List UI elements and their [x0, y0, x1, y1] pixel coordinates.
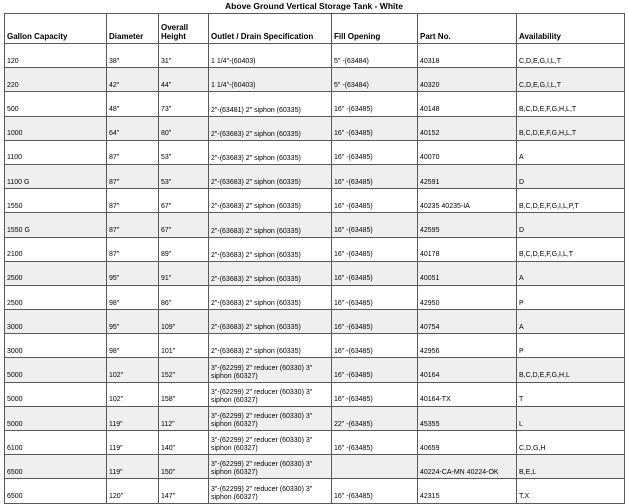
- table-row: [5, 68, 625, 92]
- cell-availability: B,C,D,E,F,G,H,L,T: [517, 92, 625, 116]
- cell-fill-opening: 16" -(63485): [332, 358, 418, 382]
- table-row: [5, 213, 625, 237]
- table-row: [5, 455, 625, 479]
- cell-availability: B,C,D,E,F,G,H,L,T: [517, 116, 625, 140]
- cell-outlet-drain: 2"-(63683) 2" siphon (60335): [209, 261, 332, 285]
- cell-part-no: 42315: [418, 479, 517, 503]
- cell-overall-height: 140": [159, 431, 209, 455]
- cell-availability: B,C,D,E,F,G,H,L: [517, 358, 625, 382]
- cell-gallon-capacity: 6500: [5, 479, 107, 503]
- cell-diameter: 95": [107, 310, 159, 334]
- cell-part-no: 45355: [418, 406, 517, 430]
- cell-fill-opening: 16" -(63485): [332, 382, 418, 406]
- cell-outlet-drain: 3"-(62299) 2" reducer (60330) 3" siphon (60327): [209, 455, 332, 479]
- cell-outlet-drain: 3"-(62299) 2" reducer (60330) 3" siphon (60327): [209, 479, 332, 503]
- cell-diameter: 98": [107, 334, 159, 358]
- cell-gallon-capacity: 1100: [5, 140, 107, 164]
- header-outlet-drain: Outlet / Drain Specification: [209, 14, 332, 44]
- cell-overall-height: 147": [159, 479, 209, 503]
- cell-overall-height: 112": [159, 406, 209, 430]
- header-gallon-capacity: Gallon Capacity: [5, 14, 107, 44]
- cell-overall-height: 73": [159, 92, 209, 116]
- table-row: [5, 310, 625, 334]
- table-row: [5, 44, 625, 68]
- cell-availability: C,D,E,G,I,L,T: [517, 44, 625, 68]
- table-row: [5, 479, 625, 503]
- cell-diameter: 42": [107, 68, 159, 92]
- cell-outlet-drain: 3"-(62299) 2" reducer (60330) 3" siphon (60327): [209, 382, 332, 406]
- cell-overall-height: 89": [159, 237, 209, 261]
- header-part-no: Part No.: [418, 14, 517, 44]
- cell-diameter: 87": [107, 164, 159, 188]
- cell-overall-height: 86": [159, 285, 209, 309]
- cell-part-no: 40318: [418, 44, 517, 68]
- header-availability: Availability: [517, 14, 625, 44]
- cell-outlet-drain: 2"-(63683) 2" siphon (60335): [209, 213, 332, 237]
- cell-fill-opening: 16" -(63485): [332, 285, 418, 309]
- cell-overall-height: 158": [159, 382, 209, 406]
- cell-fill-opening: 16" -(63485): [332, 310, 418, 334]
- table-row: [5, 189, 625, 213]
- table-row: [5, 334, 625, 358]
- cell-overall-height: 101": [159, 334, 209, 358]
- cell-diameter: 87": [107, 213, 159, 237]
- cell-outlet-drain: 2"-(63481) 2" siphon (60335): [209, 92, 332, 116]
- cell-part-no: 40235 40235-IA: [418, 189, 517, 213]
- cell-fill-opening: 16" -(63485): [332, 164, 418, 188]
- cell-diameter: 102": [107, 358, 159, 382]
- cell-gallon-capacity: 2500: [5, 285, 107, 309]
- cell-outlet-drain: 2"-(63683) 2" siphon (60335): [209, 116, 332, 140]
- cell-part-no: 40051: [418, 261, 517, 285]
- cell-gallon-capacity: 3000: [5, 310, 107, 334]
- cell-overall-height: 150": [159, 455, 209, 479]
- cell-outlet-drain: 2"-(63683) 2" siphon (60335): [209, 334, 332, 358]
- cell-part-no: 42950: [418, 285, 517, 309]
- cell-overall-height: 109": [159, 310, 209, 334]
- cell-gallon-capacity: 2100: [5, 237, 107, 261]
- table-header-row: [5, 14, 625, 44]
- cell-outlet-drain: 2"-(63683) 2" siphon (60335): [209, 189, 332, 213]
- cell-diameter: 87": [107, 140, 159, 164]
- cell-availability: D: [517, 164, 625, 188]
- cell-availability: T: [517, 382, 625, 406]
- cell-part-no: 40178: [418, 237, 517, 261]
- cell-overall-height: 91": [159, 261, 209, 285]
- table-row: [5, 237, 625, 261]
- table-row: [5, 261, 625, 285]
- cell-diameter: 120": [107, 479, 159, 503]
- cell-overall-height: 53": [159, 140, 209, 164]
- cell-gallon-capacity: 1100 G: [5, 164, 107, 188]
- table-row: [5, 285, 625, 309]
- cell-overall-height: 152": [159, 358, 209, 382]
- cell-fill-opening: 16" -(63485): [332, 140, 418, 164]
- cell-outlet-drain: 3"-(62299) 2" reducer (60330) 3" siphon (60327): [209, 431, 332, 455]
- cell-diameter: 64": [107, 116, 159, 140]
- cell-availability: C,D,E,G,I,L,T: [517, 68, 625, 92]
- cell-availability: A: [517, 261, 625, 285]
- cell-fill-opening: 16" -(63485): [332, 261, 418, 285]
- header-overall-height: Overall Height: [159, 14, 209, 44]
- cell-outlet-drain: 2"-(63683) 2" siphon (60335): [209, 164, 332, 188]
- cell-diameter: 87": [107, 237, 159, 261]
- cell-availability: B,C,D,E,F,G,I,L,T: [517, 237, 625, 261]
- cell-fill-opening: [332, 455, 418, 479]
- cell-gallon-capacity: 2500: [5, 261, 107, 285]
- storage-tank-table: [4, 13, 625, 504]
- cell-availability: B,E,L: [517, 455, 625, 479]
- header-fill-opening: Fill Opening: [332, 14, 418, 44]
- table-row: [5, 358, 625, 382]
- cell-gallon-capacity: 1550: [5, 189, 107, 213]
- cell-part-no: 40224-CA-MN 40224-OK: [418, 455, 517, 479]
- cell-outlet-drain: 2"-(63683) 2" siphon (60335): [209, 285, 332, 309]
- header-diameter: Diameter: [107, 14, 159, 44]
- cell-fill-opening: 16" -(63485): [332, 479, 418, 503]
- cell-part-no: 42956: [418, 334, 517, 358]
- cell-fill-opening: 16" -(63485): [332, 237, 418, 261]
- cell-fill-opening: 16" -(63485): [332, 431, 418, 455]
- cell-fill-opening: 16" -(63485): [332, 189, 418, 213]
- cell-gallon-capacity: 5000: [5, 406, 107, 430]
- cell-availability: A: [517, 310, 625, 334]
- cell-gallon-capacity: 5000: [5, 382, 107, 406]
- table-row: [5, 116, 625, 140]
- cell-overall-height: 80": [159, 116, 209, 140]
- cell-overall-height: 31": [159, 44, 209, 68]
- cell-gallon-capacity: 6500: [5, 455, 107, 479]
- table-row: [5, 140, 625, 164]
- cell-fill-opening: 16" -(63485): [332, 116, 418, 140]
- cell-part-no: 40659: [418, 431, 517, 455]
- cell-part-no: 40070: [418, 140, 517, 164]
- cell-outlet-drain: 2"-(63683) 2" siphon (60335): [209, 310, 332, 334]
- cell-gallon-capacity: 3000: [5, 334, 107, 358]
- cell-overall-height: 67": [159, 213, 209, 237]
- table-row: [5, 406, 625, 430]
- cell-availability: P: [517, 285, 625, 309]
- cell-diameter: 48": [107, 92, 159, 116]
- cell-outlet-drain: 2"-(63683) 2" siphon (60335): [209, 140, 332, 164]
- cell-part-no: 42591: [418, 164, 517, 188]
- cell-gallon-capacity: 220: [5, 68, 107, 92]
- cell-availability: T,X: [517, 479, 625, 503]
- cell-part-no: 40164-TX: [418, 382, 517, 406]
- cell-gallon-capacity: 1000: [5, 116, 107, 140]
- cell-part-no: 40754: [418, 310, 517, 334]
- cell-overall-height: 53": [159, 164, 209, 188]
- cell-availability: D: [517, 213, 625, 237]
- cell-outlet-drain: 3"-(62299) 2" reducer (60330) 3" siphon (60327): [209, 358, 332, 382]
- cell-overall-height: 67": [159, 189, 209, 213]
- cell-part-no: 40148: [418, 92, 517, 116]
- cell-availability: P: [517, 334, 625, 358]
- cell-diameter: 87": [107, 189, 159, 213]
- table-row: [5, 431, 625, 455]
- cell-gallon-capacity: 1550 G: [5, 213, 107, 237]
- cell-fill-opening: 16" -(63485): [332, 92, 418, 116]
- cell-fill-opening: 22" -(63485): [332, 406, 418, 430]
- cell-fill-opening: 16" -(63485): [332, 213, 418, 237]
- page-title: Above Ground Vertical Storage Tank - White: [225, 1, 403, 11]
- cell-outlet-drain: 2"-(63683) 2" siphon (60335): [209, 237, 332, 261]
- table-row: [5, 92, 625, 116]
- cell-diameter: 119": [107, 406, 159, 430]
- cell-gallon-capacity: 5000: [5, 358, 107, 382]
- cell-diameter: 98": [107, 285, 159, 309]
- cell-gallon-capacity: 120: [5, 44, 107, 68]
- cell-availability: L: [517, 406, 625, 430]
- cell-part-no: 40152: [418, 116, 517, 140]
- cell-gallon-capacity: 6100: [5, 431, 107, 455]
- cell-outlet-drain: 3"-(62299) 2" reducer (60330) 3" siphon (60327): [209, 406, 332, 430]
- cell-availability: A: [517, 140, 625, 164]
- cell-outlet-drain: 1 1/4"-(60403): [209, 68, 332, 92]
- cell-overall-height: 44": [159, 68, 209, 92]
- cell-part-no: 42595: [418, 213, 517, 237]
- cell-fill-opening: 5" -(63484): [332, 68, 418, 92]
- cell-fill-opening: 16" -(63485): [332, 334, 418, 358]
- cell-diameter: 95": [107, 261, 159, 285]
- cell-part-no: 40164: [418, 358, 517, 382]
- cell-availability: B,C,D,E,F,G,I,L,P,T: [517, 189, 625, 213]
- cell-outlet-drain: 1 1/4"-(60403): [209, 44, 332, 68]
- table-row: [5, 164, 625, 188]
- cell-gallon-capacity: 500: [5, 92, 107, 116]
- cell-diameter: 102": [107, 382, 159, 406]
- table-row: [5, 382, 625, 406]
- cell-diameter: 38": [107, 44, 159, 68]
- cell-part-no: 40320: [418, 68, 517, 92]
- cell-diameter: 119": [107, 455, 159, 479]
- cell-availability: C,D,G,H: [517, 431, 625, 455]
- cell-diameter: 119": [107, 431, 159, 455]
- cell-fill-opening: 5" -(63484): [332, 44, 418, 68]
